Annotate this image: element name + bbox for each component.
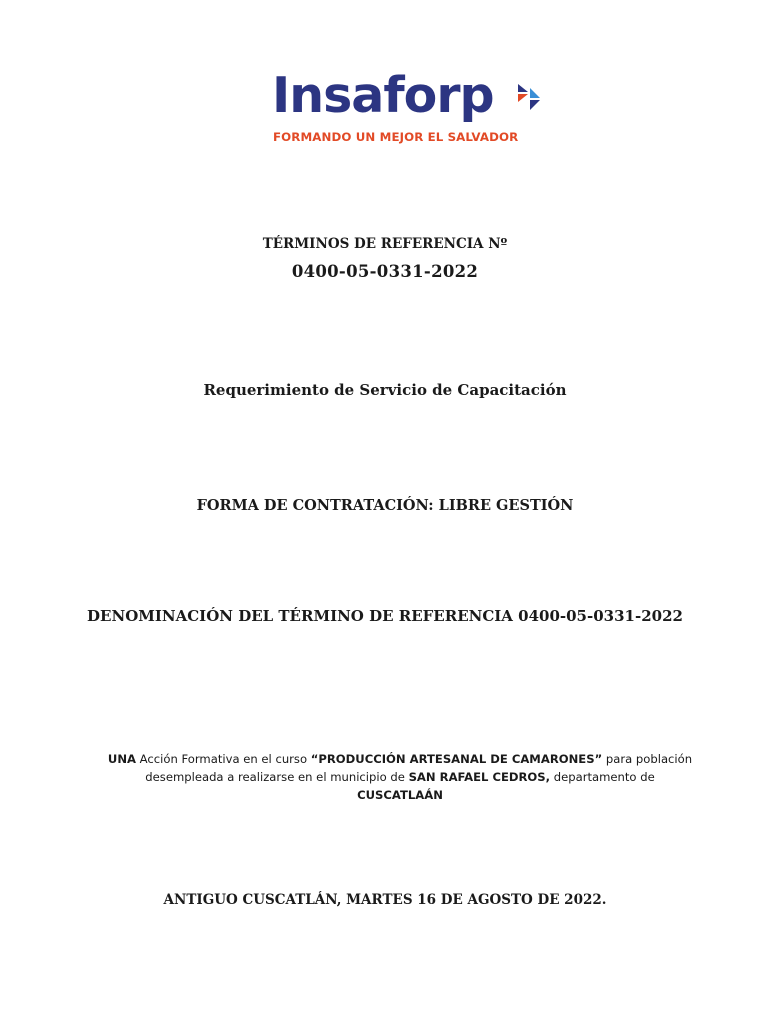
description-text-3: departamento de (550, 770, 655, 784)
insaforp-logo (0, 58, 770, 154)
denomination-heading: DENOMINACIÓN DEL TÉRMINO DE REFERENCIA 0400-05-0331-2022 (87, 607, 683, 625)
course-description (100, 750, 700, 804)
description-course-name: “PRODUCCIÓN ARTESANAL DE CAMARONES” (310, 752, 603, 766)
description-department: CUSCATLAÁN (357, 788, 443, 802)
document-subtitle: Requerimiento de Servicio de Capacitación (203, 381, 567, 399)
contract-form-heading: FORMA DE CONTRATACIÓN: LIBRE GESTIÓN (196, 497, 574, 514)
chevron-arrows-logo-icon (516, 82, 548, 114)
description-text-1: Acción Formativa en el curso (136, 752, 311, 766)
logo-wordmark: Insaforp (272, 67, 494, 124)
logo-tagline: FORMANDO UN MEJOR EL SALVADOR (273, 130, 519, 144)
place-and-date: ANTIGUO CUSCATLÁN, MARTES 16 DE AGOSTO DE 2022. (163, 892, 607, 908)
description-bold-una: UNA (107, 752, 136, 766)
description-text-2: para población desempleada a realizarse en el municipio de (145, 752, 693, 784)
tdr-number: 0400-05-0331-2022 (291, 262, 479, 281)
description-municipality: SAN RAFAEL CEDROS, (408, 770, 551, 784)
tdr-label: TÉRMINOS DE REFERENCIA Nº (262, 236, 508, 252)
